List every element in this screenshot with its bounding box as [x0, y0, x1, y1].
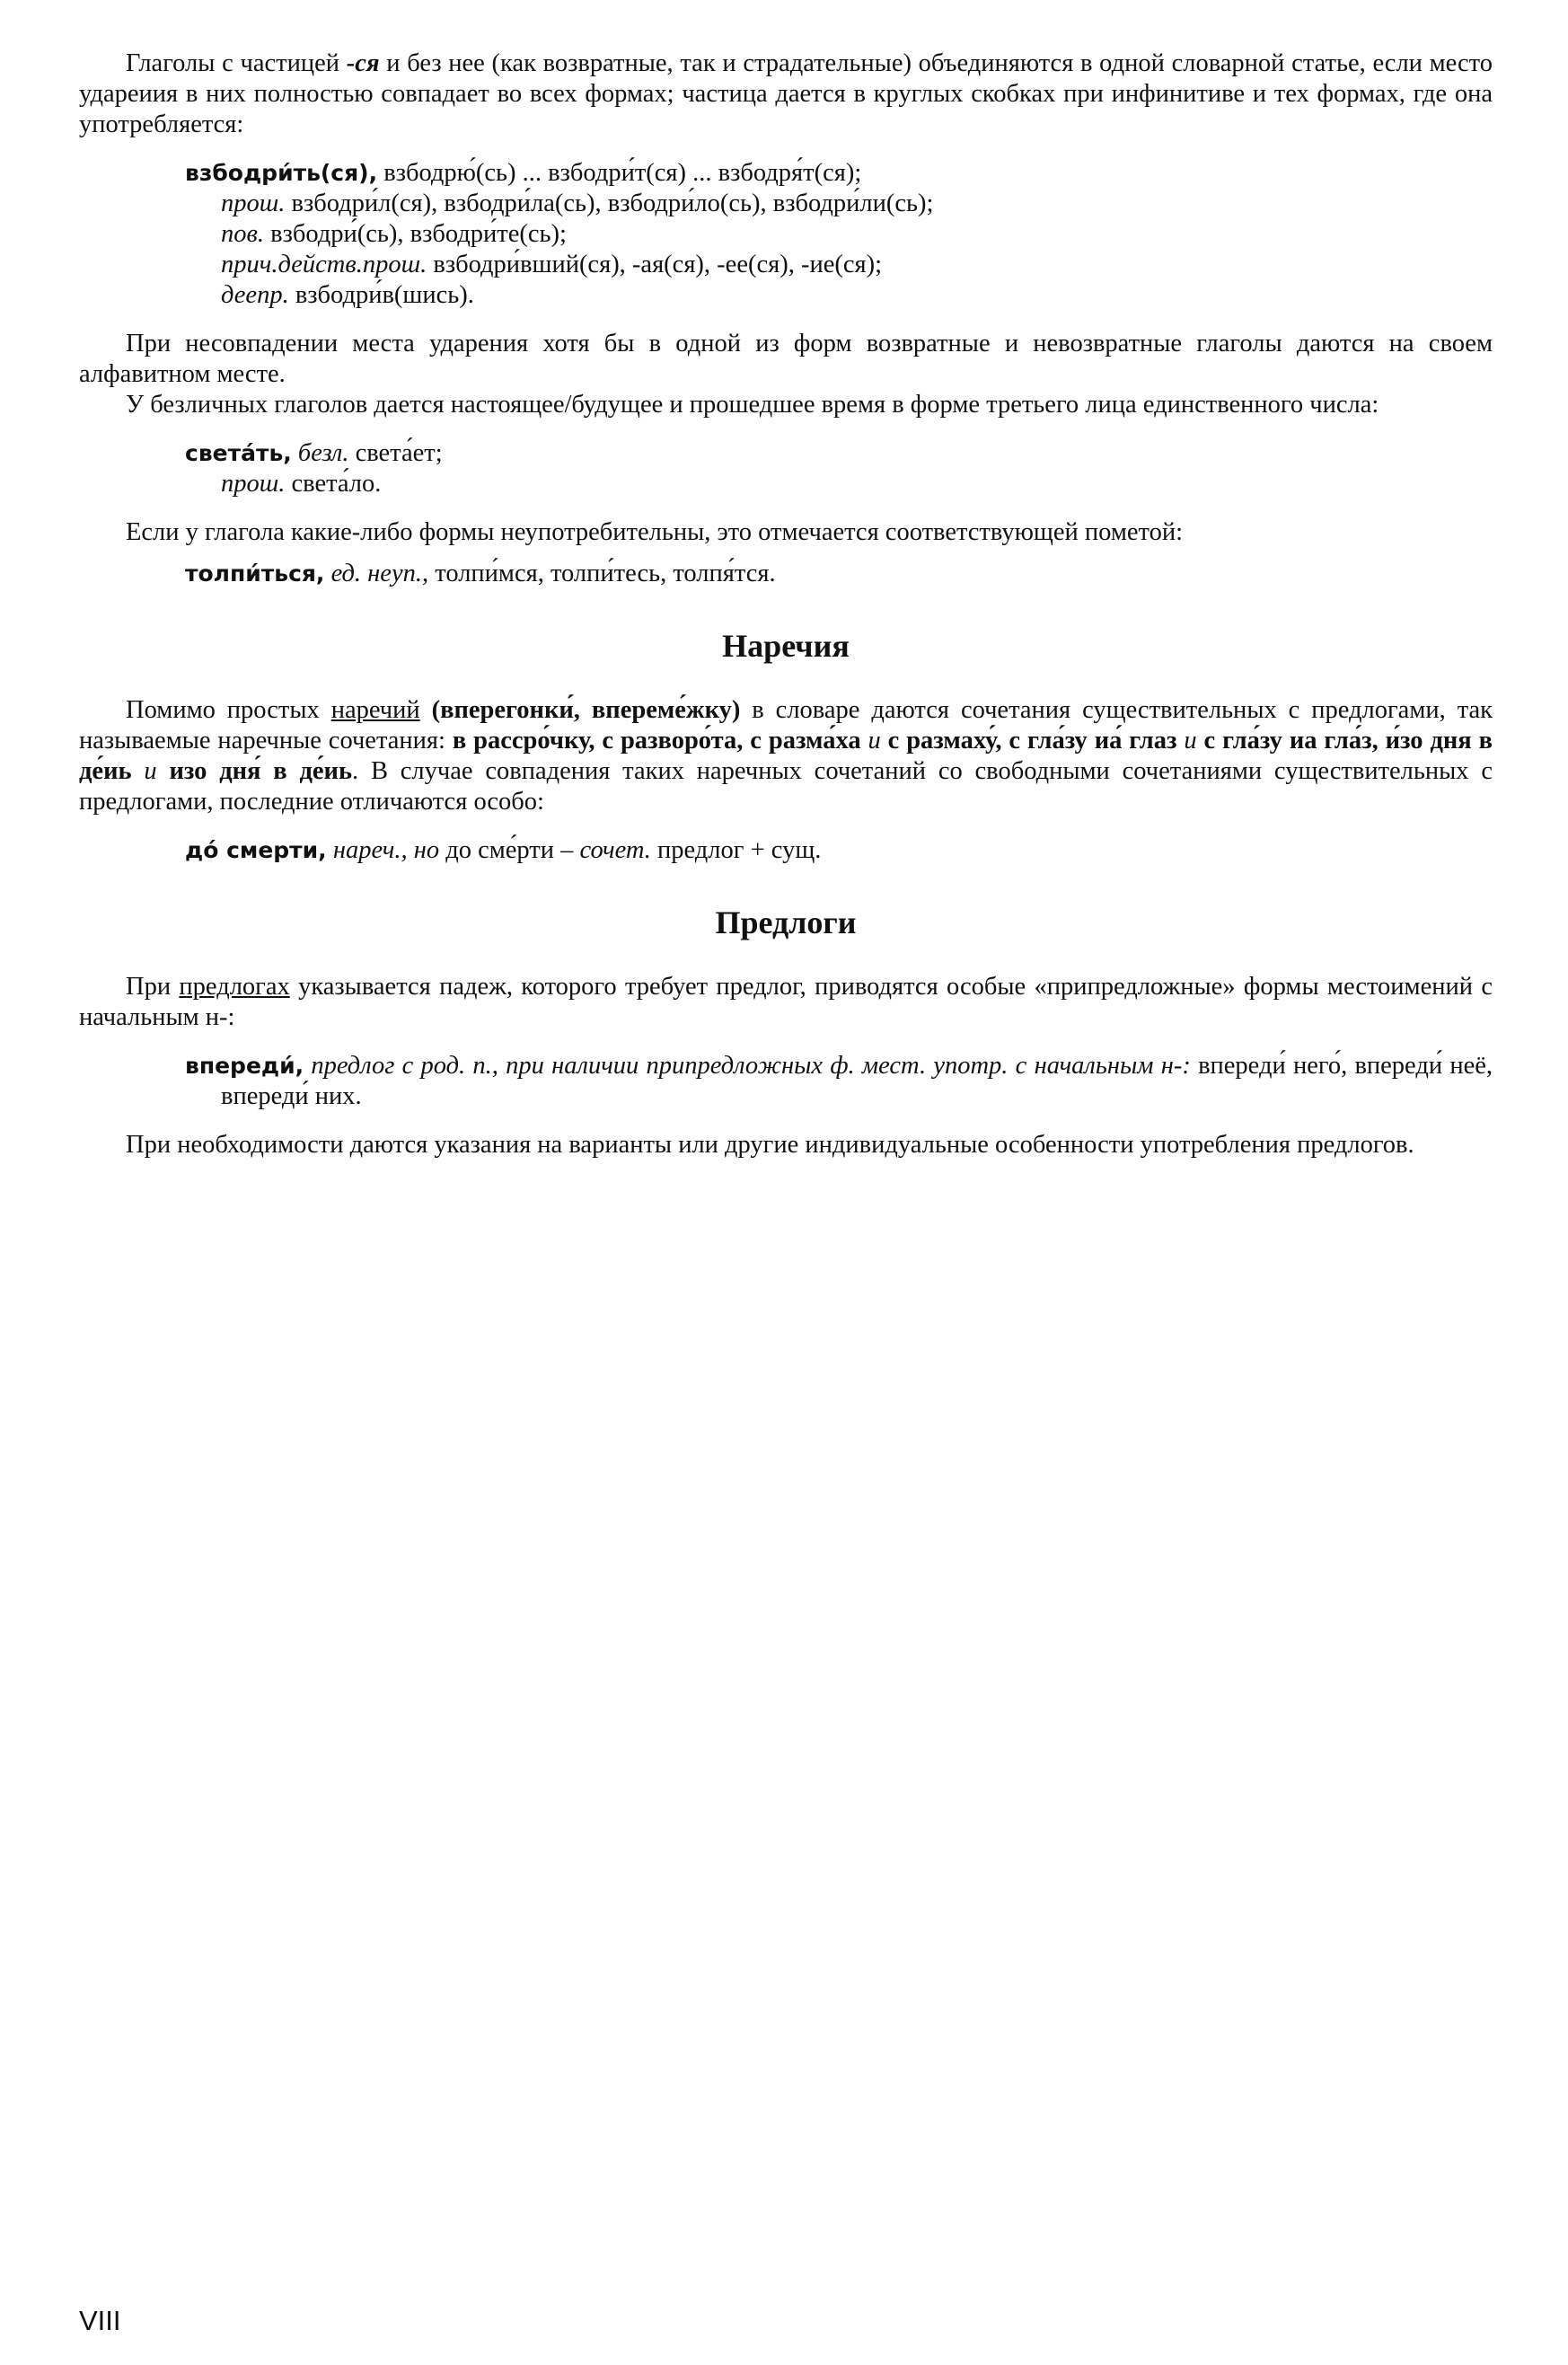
forms: до сме́рти – — [439, 836, 580, 864]
paragraph-preposition-variants: При необходимости даются указания на варианты или другие индивидуальные особенности употребления предлогов. — [126, 1131, 1414, 1159]
grammar-label: пов. — [221, 220, 264, 248]
particle-sya: -ся — [346, 49, 380, 77]
example-svetat — [185, 438, 1493, 499]
example-do-smerti — [185, 835, 1493, 866]
text: . В случае совпадения таких наречных сочетаний со свободными сочетаниями существительных с предлогами, последние отличаются особо: — [79, 757, 1493, 816]
grammar-label: прош. — [221, 190, 286, 217]
grammar-label: прош. — [221, 470, 286, 498]
text: указывается падеж, которого требует предлог, приводятся особые «припредложные» формы местоимений с начальным н-: — [79, 973, 1493, 1031]
headword: толпи́ться, — [185, 560, 325, 587]
headword: до́ смерти, — [185, 837, 327, 863]
grammar-label: но — [413, 836, 440, 864]
bold-examples: в рассро́чку, с разворо́та, с разма́ха — [452, 727, 861, 755]
forms: взбодрю́(сь) ... взбодри́т(ся) ... взбодря́т(ся); — [377, 159, 862, 187]
paragraph-reflexive-verbs — [79, 49, 1493, 140]
forms: впереди́ него́, впереди́ неё, впереди́ них. — [221, 1052, 1493, 1110]
text: и без нее (как возвратные, так и страдательные) объединяются в одной словарной статье, если место удареиия в них полностью совпадает во всех формах; частица дается в круглых скобках при инфинитиве и тех формах, где она употребляется: — [79, 49, 1493, 138]
text: Помимо простых — [126, 696, 331, 724]
forms: взбодри́л(ся), взбодри́ла(сь), взбодри́ло(сь), взбодри́ли(сь); — [285, 190, 934, 217]
grammar-label: ед. неуп., — [330, 560, 429, 587]
bold-examples: с размаху́, с гла́зу иа́ глаз — [887, 727, 1177, 755]
document-page — [79, 49, 1493, 1160]
example-tolpitsya — [185, 559, 1493, 589]
paragraph-stress-mismatch: При несовпадении места ударения хотя бы в одной из форм возвратные и невозвратные глаголы даются на своем алфавитном месте. — [79, 330, 1493, 388]
grammar-label: безл. — [297, 439, 349, 467]
bold-examples: с гла́зу иа гла́з, и́зо дня в де́иь — [79, 727, 1493, 785]
italic-conjunction: и — [1176, 727, 1204, 755]
bold-examples: изо дня́ в де́иь — [169, 757, 353, 785]
example-vperedi — [185, 1051, 1493, 1112]
text — [420, 696, 432, 724]
italic-conjunction: и — [860, 727, 888, 755]
bold-examples: (вперегонки́, впереме́жку) — [431, 696, 741, 724]
grammar-label: прич.действ.прош. — [221, 251, 427, 278]
forms: предлог + сущ. — [650, 836, 822, 864]
link-prepositions[interactable]: предлогах — [179, 973, 290, 1001]
heading-adverbs: Наречия — [722, 628, 850, 664]
text: При — [126, 973, 180, 1001]
headword: взбодри́ть(ся), — [185, 160, 378, 186]
forms: света́ло. — [285, 470, 382, 498]
text: Глаголы с частицей — [126, 49, 347, 77]
headword: света́ть, — [185, 440, 292, 466]
paragraph-adverbs — [79, 695, 1493, 817]
page-number: VIII — [79, 2305, 121, 2336]
forms: света́ет; — [348, 439, 443, 467]
paragraph-unused-forms: Если у глагола какие-либо формы неупотребительны, это отмечается соответствующей пометой: — [126, 518, 1184, 546]
link-adverbs[interactable]: наречий — [330, 696, 420, 724]
paragraph-impersonal-verbs: У безличных глаголов дается настоящее/будущее и прошедшее время в форме третьего лица единственного числа: — [126, 391, 1379, 419]
example-vzbodrit — [185, 158, 1493, 311]
forms: взбодри́вший(ся), -ая(ся), -ее(ся), -ие(ся); — [427, 251, 883, 278]
forms: взбодри́(сь), взбодри́те(сь); — [264, 220, 567, 248]
heading-prepositions: Предлоги — [715, 905, 857, 940]
paragraph-prepositions — [79, 972, 1493, 1033]
italic-conjunction: и — [131, 757, 170, 785]
grammar-label: сочет. — [579, 836, 651, 864]
forms: толпи́мся, толпи́тесь, толпя́тся. — [428, 560, 776, 587]
headword: впереди́, — [185, 1053, 304, 1079]
grammar-label: нареч., — [332, 836, 408, 864]
grammar-label: деепр. — [221, 281, 289, 309]
grammar-label: предлог с род. п., при наличии припредложных ф. мест. употр. с начальным н-: — [311, 1052, 1191, 1080]
text: в словаре даются сочетания существительных с предлогами, так называемые наречные сочетания: — [79, 696, 1493, 755]
forms: взбодри́в(шись). — [288, 281, 474, 309]
